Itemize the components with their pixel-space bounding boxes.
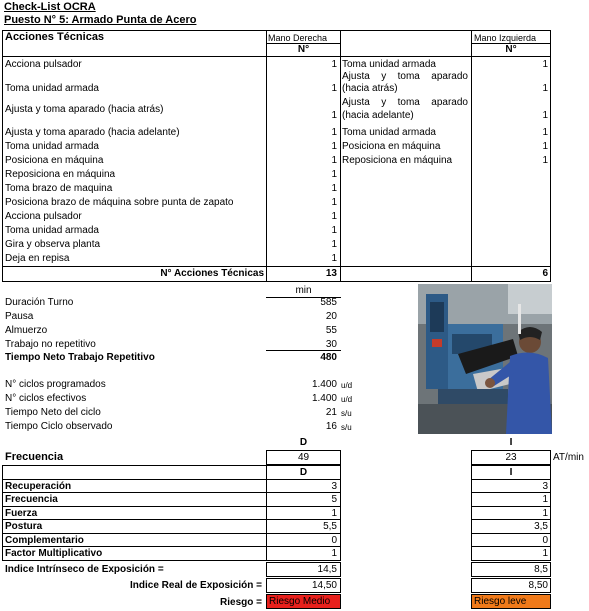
cycles-unit: u/d	[341, 395, 353, 404]
cycles-value: 1.400	[311, 393, 337, 404]
left-action-label: Toma unidad armada	[342, 127, 436, 138]
cycles-value: 21	[325, 407, 337, 418]
time-row-label: Pausa	[5, 311, 34, 322]
risk-d-badge	[266, 594, 341, 609]
cycles-label: N° ciclos programados	[5, 379, 106, 390]
left-action-label-cont: (hacia adelante)	[342, 110, 414, 121]
time-row-value: 30	[325, 339, 337, 350]
right-action-count: 1	[331, 225, 337, 236]
factor-label: Factor Multiplicativo	[5, 548, 103, 559]
factor-label: Complementario	[5, 535, 84, 546]
left-action-count: 1	[542, 59, 548, 70]
factor-i-value: 1	[542, 508, 548, 519]
cycles-label: N° ciclos efectivos	[5, 393, 87, 404]
right-action-label: Acciona pulsador	[5, 59, 82, 70]
total-actions-right: 13	[325, 268, 337, 279]
factor-d-value: 0	[331, 535, 337, 546]
col-header-right-hand: Mano Derecha	[268, 33, 328, 43]
freq-col-i: I	[509, 437, 513, 448]
frequency-label: Frecuencia	[5, 451, 64, 463]
factor-label: Frecuencia	[5, 494, 58, 505]
right-action-count: 1	[331, 253, 337, 264]
right-action-label: Posiciona en máquina	[5, 155, 104, 166]
cycles-label: Tiempo Ciclo observado	[5, 421, 113, 432]
cycles-unit: s/u	[341, 409, 352, 418]
left-action-count: 1	[542, 110, 548, 121]
right-action-count: 1	[331, 59, 337, 70]
left-action-label: Reposiciona en máquina	[342, 155, 453, 166]
photo-image	[418, 284, 552, 434]
left-action-count: 1	[542, 141, 548, 152]
total-actions-left: 6	[542, 268, 548, 279]
net-time-label: Tiempo Neto Trabajo Repetitivo	[5, 352, 155, 363]
cycles-value: 1.400	[311, 379, 337, 390]
left-action-count: 1	[542, 127, 548, 138]
intrinsic-index-label: Indice Intrínseco de Exposición =	[5, 564, 164, 575]
time-row-label: Duración Turno	[5, 297, 74, 308]
right-action-count: 1	[331, 183, 337, 194]
sheet-title: Check-List OCRA	[4, 1, 96, 13]
real-index-i: 8,50	[528, 580, 548, 591]
left-action-label: Ajusta y toma aparado	[342, 71, 468, 82]
right-action-label: Ajusta y toma aparado (hacia atrás)	[5, 104, 164, 115]
cycles-value: 16	[325, 421, 337, 432]
factor-i-value: 1	[542, 548, 548, 559]
factor-label: Fuerza	[5, 508, 38, 519]
frequency-unit: AT/min	[553, 452, 584, 463]
cycles-unit: u/d	[341, 381, 353, 390]
right-action-label: Toma unidad armada	[5, 225, 99, 236]
intrinsic-index-d: 14,5	[317, 564, 337, 575]
total-actions-label: N° Acciones Técnicas	[160, 268, 264, 279]
factor-d-value: 1	[331, 548, 337, 559]
freq-col-d: D	[299, 437, 308, 448]
real-index-d: 14,50	[311, 580, 337, 591]
right-action-label: Posiciona brazo de máquina sobre punta de zapato	[5, 197, 234, 208]
col-header-left-hand: Mano Izquierda	[474, 33, 537, 43]
time-row-value: 20	[325, 311, 337, 322]
factors-col-i: I	[509, 467, 513, 478]
factor-i-value: 3	[542, 481, 548, 492]
risk-d-text: Riesgo Medio	[269, 596, 331, 607]
factor-d-value: 1	[331, 508, 337, 519]
factor-d-value: 3	[331, 481, 337, 492]
right-action-label: Reposiciona en máquina	[5, 169, 116, 180]
left-action-label: Posiciona en máquina	[342, 141, 441, 152]
time-row-label: Trabajo no repetitivo	[5, 339, 96, 350]
worker-at-machine-photo	[418, 284, 552, 434]
factor-d-value: 5	[331, 494, 337, 505]
left-action-count: 1	[542, 155, 548, 166]
cycles-label: Tiempo Neto del ciclo	[5, 407, 101, 418]
right-action-label: Toma unidad armada	[5, 83, 99, 94]
right-action-count: 1	[331, 155, 337, 166]
right-action-count: 1	[331, 211, 337, 222]
right-action-count: 1	[331, 239, 337, 250]
right-action-label: Ajusta y toma aparado (hacia adelante)	[5, 127, 180, 138]
right-action-count: 1	[331, 169, 337, 180]
col-header-n-left: N°	[505, 44, 517, 55]
factor-i-value: 1	[542, 494, 548, 505]
cycles-unit: s/u	[341, 423, 352, 432]
time-row-label: Almuerzo	[5, 325, 48, 336]
time-row-value: 55	[325, 325, 337, 336]
left-action-label: Ajusta y toma aparado	[342, 97, 468, 108]
factor-i-value: 3,5	[534, 521, 548, 532]
factor-d-value: 5,5	[323, 521, 337, 532]
sheet-subtitle: Puesto N° 5: Armado Punta de Acero	[4, 14, 197, 26]
time-row-value: 585	[320, 297, 337, 308]
factor-i-value: 0	[542, 535, 548, 546]
right-action-label: Gira y observa planta	[5, 239, 101, 250]
col-header-n-right: N°	[297, 44, 310, 55]
real-index-label: Indice Real de Exposición =	[130, 580, 262, 591]
left-action-label: Toma unidad armada	[342, 59, 436, 70]
factor-label: Postura	[5, 521, 43, 532]
left-action-count: 1	[542, 83, 548, 94]
right-action-count: 1	[331, 127, 337, 138]
frequency-d-value: 49	[297, 452, 310, 463]
right-action-label: Toma unidad armada	[5, 141, 99, 152]
factor-label: Recuperación	[5, 481, 72, 492]
right-action-count: 1	[331, 197, 337, 208]
right-action-count: 1	[331, 110, 337, 121]
risk-i-badge	[471, 594, 551, 609]
right-action-label: Deja en repisa	[5, 253, 70, 264]
right-action-count: 1	[331, 83, 337, 94]
right-action-count: 1	[331, 141, 337, 152]
intrinsic-index-i: 8,5	[534, 564, 548, 575]
risk-i-text: Riesgo leve	[474, 596, 527, 607]
right-action-label: Toma brazo de maquina	[5, 183, 113, 194]
left-action-label-cont: (hacia atrás)	[342, 83, 398, 94]
right-action-label: Acciona pulsador	[5, 211, 82, 222]
net-time-value: 480	[320, 352, 337, 363]
risk-label: Riesgo =	[220, 597, 262, 608]
col-header-actions: Acciones Técnicas	[5, 31, 105, 43]
factors-col-d: D	[299, 467, 308, 478]
frequency-i-value: 23	[505, 452, 517, 463]
time-unit-header: min	[295, 285, 312, 296]
